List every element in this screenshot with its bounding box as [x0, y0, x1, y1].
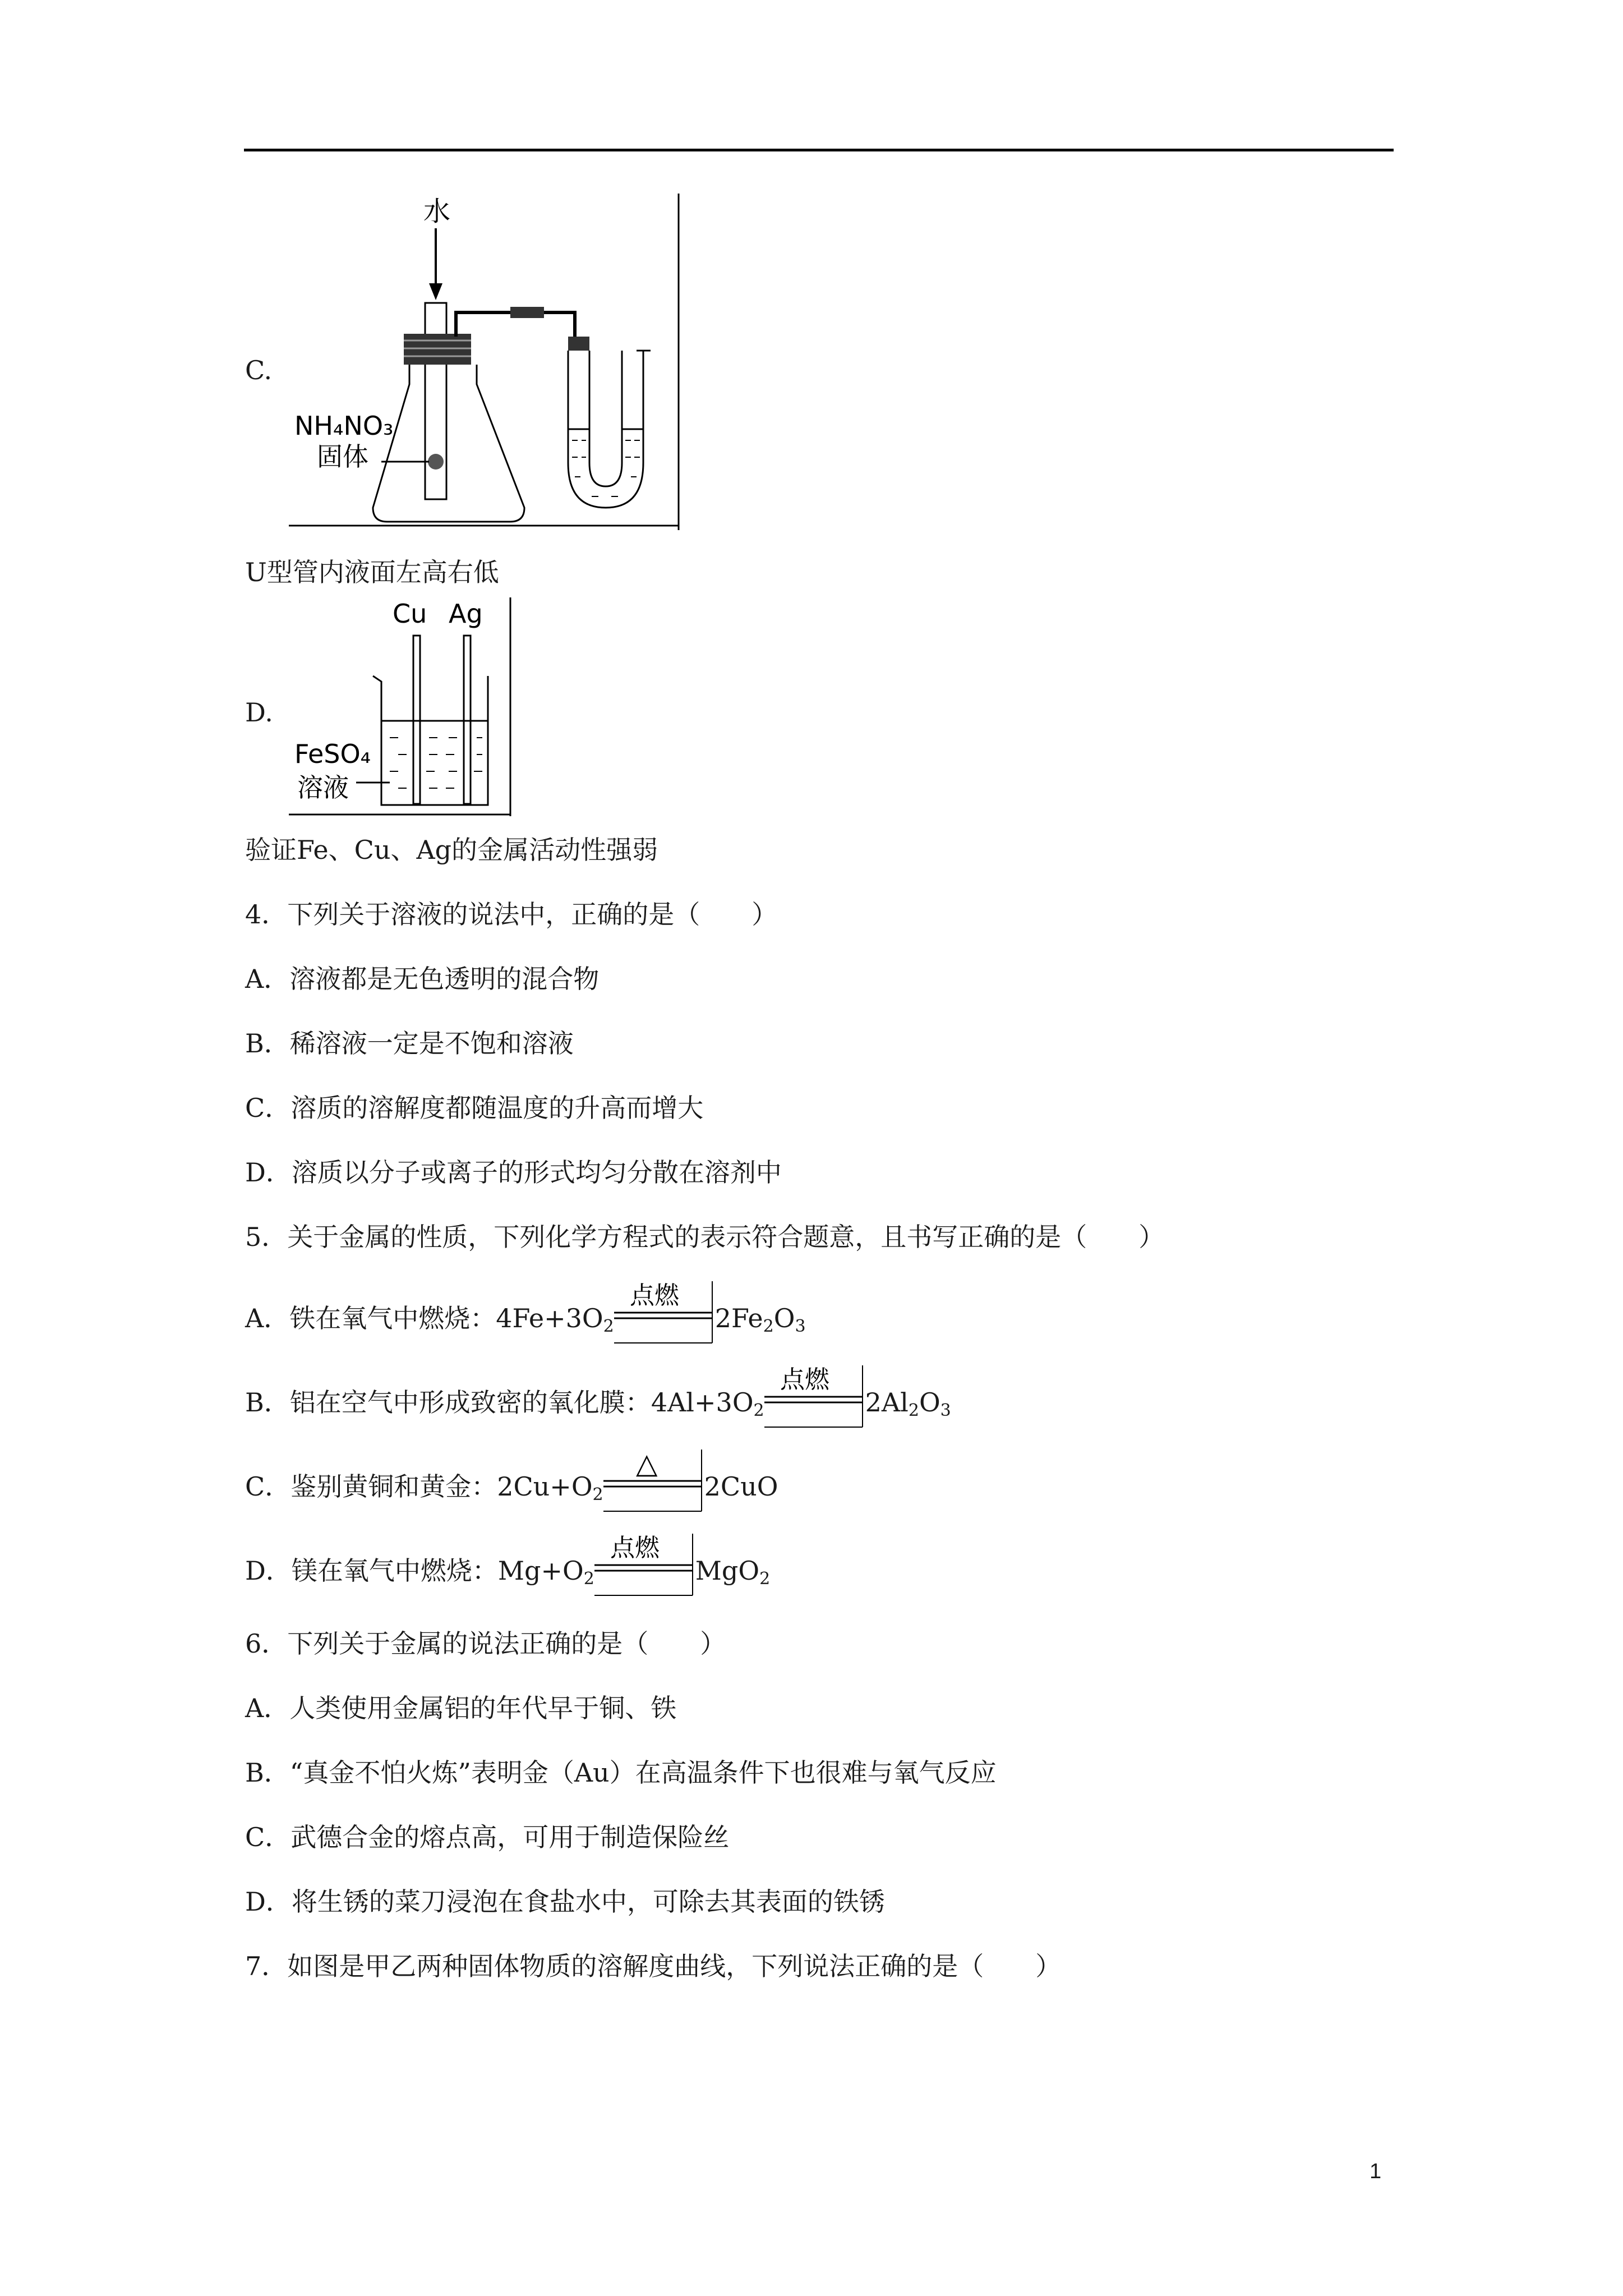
figure-c-caption: U型管内液面左高右低 — [245, 557, 499, 587]
q5-d-right: MgO — [695, 1556, 760, 1586]
q5-b-left: 4Al+3O — [651, 1387, 754, 1418]
ag-label: Ag — [449, 599, 483, 629]
q5-c-text: C．鉴别黄铜和黄金： — [245, 1471, 497, 1502]
q5-b-right: 2Al — [865, 1387, 909, 1418]
q4-option-b: B．稀溶液一定是不饱和溶液 — [245, 1028, 574, 1059]
option-c-label: C. — [245, 355, 273, 385]
q5-option-b: B．铝在空气中形成致密的氧化膜：$4Al+3O_2$ 点燃 $2Al_2O_3$ — [245, 1365, 951, 1420]
q6-option-a: A．人类使用金属铝的年代早于铜、铁 — [245, 1693, 677, 1723]
q4-option-c: C．溶质的溶解度都随温度的升高而增大 — [245, 1093, 704, 1123]
cu-label: Cu — [393, 599, 427, 629]
q5-c-condition — [603, 1447, 704, 1506]
q5-d-cond-text: 点燃 — [610, 1534, 660, 1562]
q5-c-left: 2Cu+O — [497, 1471, 593, 1502]
q5-a-condition — [614, 1281, 715, 1337]
q5-a-cond-text: 点燃 — [629, 1281, 679, 1310]
header-rule — [244, 149, 1394, 151]
solid-name-label: 固体 — [317, 441, 368, 472]
q5-c-cond-text: △ — [635, 1447, 658, 1480]
q4-option-d: D．溶质以分子或离子的形式均匀分散在溶剂中 — [245, 1157, 782, 1188]
q5-c-right: 2CuO — [704, 1471, 778, 1502]
q5-a-right: 2Fe — [714, 1303, 763, 1333]
q5-a-left: 4Fe+3O — [496, 1303, 603, 1333]
q7-stem: 7．如图是甲乙两种固体物质的溶解度曲线，下列说法正确的是（ ） — [245, 1951, 1062, 1981]
q5-stem: 5．关于金属的性质，下列化学方程式的表示符合题意，且书写正确的是（ ） — [245, 1222, 1165, 1252]
q5-d-text: D．镁在氧气中燃烧： — [245, 1556, 498, 1586]
page-number: 1 — [1370, 2160, 1382, 2183]
q5-b-cond-text: 点燃 — [780, 1365, 829, 1394]
solution-name-label: 溶液 — [297, 772, 349, 803]
q5-option-d: D．镁在氧气中燃烧：$Mg+O_2$ 点燃 MgO$_2$ — [245, 1534, 771, 1589]
q5-option-a: A．铁在氧气中燃烧：$4Fe+3O_2$ 点燃 $2Fe_2O_3$ — [245, 1281, 806, 1336]
figure-c-apparatus — [289, 194, 681, 533]
q4-option-a: A．溶液都是无色透明的混合物 — [245, 964, 600, 994]
water-label: 水 — [423, 196, 451, 227]
figure-d-beaker — [289, 597, 513, 822]
q4-stem: 4．下列关于溶液的说法中，正确的是（ ） — [245, 899, 778, 930]
solid-formula-label: NH₄NO₃ — [294, 411, 394, 441]
q5-b-text: B．铝在空气中形成致密的氧化膜： — [245, 1387, 651, 1418]
q5-b-condition — [764, 1365, 865, 1421]
solution-formula-label: FeSO₄ — [294, 739, 371, 769]
q6-stem: 6．下列关于金属的说法正确的是（ ） — [245, 1628, 726, 1659]
figure-d-caption: 验证Fe、Cu、Ag的金属活动性强弱 — [245, 835, 658, 865]
q6-option-d: D．将生锈的菜刀浸泡在食盐水中，可除去其表面的铁锈 — [245, 1887, 885, 1917]
q5-option-c: C．鉴别黄铜和黄金：$2Cu+O_2$ △ 2CuO — [245, 1447, 778, 1504]
q6-option-b: B．“真金不怕火炼”表明金（Au）在高温条件下也很难与氧气反应 — [245, 1757, 997, 1788]
option-d-label: D. — [245, 697, 273, 728]
q5-d-condition — [594, 1534, 695, 1590]
q5-d-left: Mg+O — [497, 1556, 584, 1586]
q6-option-c: C．武德合金的熔点高，可用于制造保险丝 — [245, 1822, 730, 1852]
q5-a-text: A．铁在氧气中燃烧： — [245, 1303, 496, 1333]
